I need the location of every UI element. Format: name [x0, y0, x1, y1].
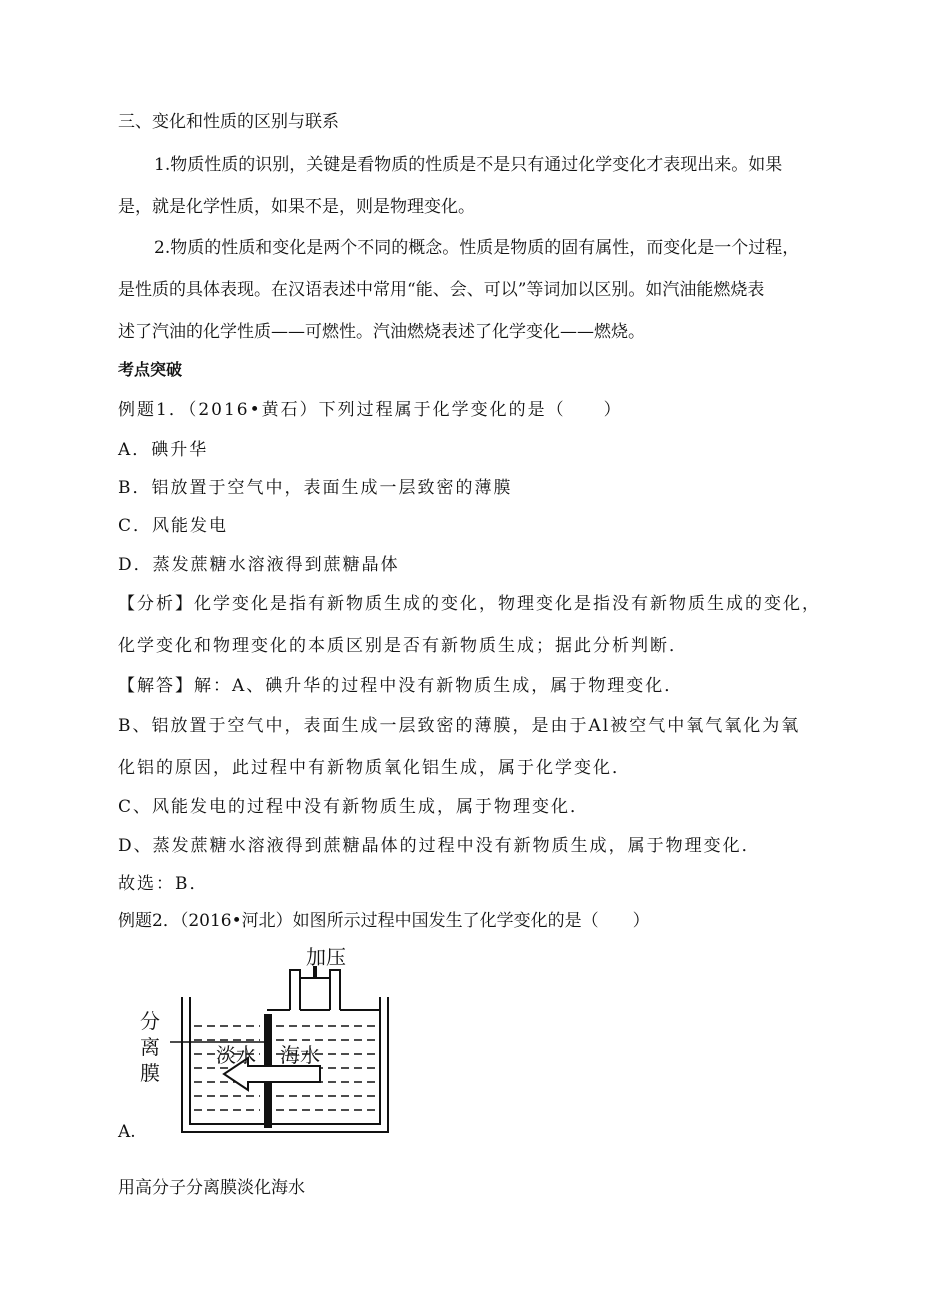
example-1-analysis-line-1: 【分析】化学变化是指有新物质生成的变化，物理变化是指没有新物质生成的变化，	[118, 594, 821, 614]
desalination-figure	[140, 942, 400, 1142]
membrane-label-2: 离	[140, 1035, 160, 1059]
example-1-answer-d: D、蒸发蔗糖水溶液得到蔗糖晶体的过程中没有新物质生成，属于物理变化．	[118, 836, 761, 856]
example-1-answer-b-line-2: 化铝的原因，此过程中有新物质氧化铝生成，属于化学变化．	[118, 758, 631, 778]
piston-chimney	[267, 970, 380, 1010]
example-1-option-a: A．碘升华	[118, 440, 209, 460]
example-1-option-c: C．风能发电	[118, 516, 229, 536]
example-2-caption: 用高分子分离膜淡化海水	[118, 1178, 305, 1198]
example-1-option-d: D．蒸发蔗糖水溶液得到蔗糖晶体	[118, 555, 400, 575]
kaodian-title: 考点突破	[118, 360, 183, 379]
example-1-answer-c: C、风能发电的过程中没有新物质生成，属于物理变化．	[118, 797, 590, 817]
example-2-question: 例题2．（2016•河北）如图所示过程中国发生了化学变化的是（ ）	[118, 911, 650, 931]
pressure-label: 加压	[306, 945, 346, 969]
membrane-label-1: 分	[140, 1009, 160, 1033]
example-1-question: 例题1．（2016•黄石）下列过程属于化学变化的是（ ）	[118, 400, 623, 420]
paragraph-1-line-2: 是，就是化学性质，如果不是，则是物理变化。	[118, 197, 475, 217]
example-1-analysis-line-2: 化学变化和物理变化的本质区别是否有新物质生成；据此分析判断．	[118, 636, 688, 656]
example-1-answer-a: 【解答】解：A、碘升华的过程中没有新物质生成，属于物理变化．	[118, 676, 684, 696]
paragraph-2-line-3: 述了汽油的化学性质——可燃性。汽油燃烧表述了化学变化——燃烧。	[118, 322, 645, 342]
example-2-option-a-label: A.	[118, 1122, 136, 1142]
paragraph-2-line-2: 是性质的具体表现。在汉语表述中常用“能、会、可以”等词加以区别。如汽油能燃烧表	[118, 280, 765, 300]
paragraph-2-line-1: 2.物质的性质和变化是两个不同的概念。性质是物质的固有属性，而变化是一个过程，	[154, 238, 800, 258]
paragraph-1-line-1: 1.物质性质的识别，关键是看物质的性质是不是只有通过化学变化才表现出来。如果	[154, 155, 783, 175]
example-1-option-b: B．铝放置于空气中，表面生成一层致密的薄膜	[118, 478, 513, 498]
section-heading: 三、变化和性质的区别与联系	[118, 112, 339, 132]
fresh-water-label: 淡水	[216, 1043, 256, 1067]
sea-water-label: 海水	[280, 1043, 320, 1067]
example-1-choice: 故选：B．	[118, 874, 209, 894]
membrane-label-3: 膜	[140, 1061, 160, 1085]
example-1-answer-b-line-1: B、铝放置于空气中，表面生成一层致密的薄膜，是由于Al被空气中氧气氧化为氧	[118, 716, 801, 736]
